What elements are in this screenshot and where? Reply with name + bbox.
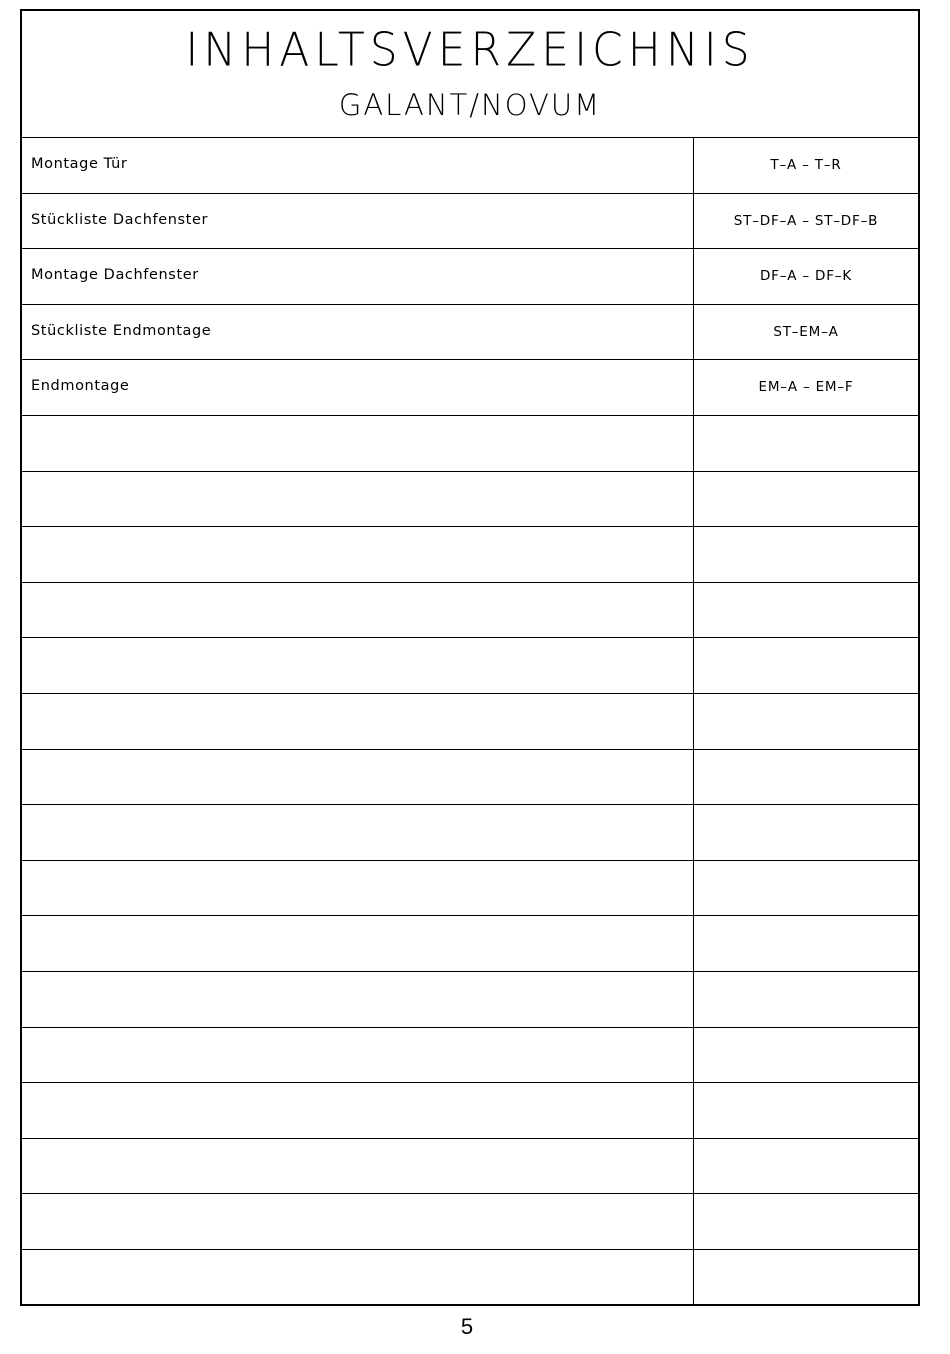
toc-row	[22, 1083, 918, 1139]
toc-entry-pages: EM–A – EM–F	[693, 360, 918, 415]
toc-entry-pages	[693, 416, 918, 471]
toc-row	[22, 360, 918, 416]
toc-row	[22, 194, 918, 250]
toc-header	[22, 11, 918, 138]
toc-entry-title	[31, 1083, 681, 1138]
toc-entry-title	[31, 416, 681, 471]
toc-entry-pages	[693, 861, 918, 916]
toc-entry-title: Montage Dachfenster	[31, 267, 199, 284]
toc-entry-pages	[693, 527, 918, 582]
toc-entry-pages: ST–EM–A	[693, 305, 918, 360]
toc-entry-pages: DF–A – DF–K	[693, 249, 918, 304]
toc-entry-pages	[693, 638, 918, 693]
page-number: 5	[460, 1314, 474, 1339]
toc-entry-title	[31, 527, 681, 582]
toc-row	[22, 527, 918, 583]
toc-entry-title	[31, 861, 681, 916]
toc-row	[22, 416, 918, 472]
page-subtitle: GALANT/NOVUM	[338, 88, 602, 122]
toc-entry-pages	[693, 1083, 918, 1138]
toc-entry-title	[31, 638, 681, 693]
toc-entry-title: Montage Tür	[31, 156, 128, 172]
toc-entry-pages	[693, 1194, 918, 1249]
toc-entry-title	[31, 916, 681, 971]
toc-entry-pages	[693, 805, 918, 860]
toc-row	[22, 694, 918, 750]
toc-entry-title	[31, 805, 681, 860]
toc-row	[22, 305, 918, 361]
toc-row	[22, 1194, 918, 1250]
toc-entry-title: Endmontage	[31, 378, 130, 395]
toc-entry-pages	[693, 472, 918, 527]
toc-entry-title: Stückliste Endmontage	[31, 322, 212, 339]
toc-entry-title	[31, 583, 681, 638]
toc-entry-pages	[693, 1028, 918, 1083]
page-title: INHALTSVERZEICHNIS	[185, 23, 755, 78]
toc-row	[22, 138, 918, 194]
toc-entry-title	[31, 1194, 681, 1249]
toc-entry-title	[31, 1028, 681, 1083]
toc-row	[22, 750, 918, 806]
toc-entry-title	[31, 1139, 681, 1194]
toc-row	[22, 583, 918, 639]
toc-entry-title	[31, 972, 681, 1027]
toc-entry-pages	[693, 1250, 918, 1306]
toc-entry-title	[31, 750, 681, 805]
toc-entry-pages	[693, 916, 918, 971]
toc-entry-pages	[693, 583, 918, 638]
toc-entry-pages	[693, 750, 918, 805]
toc-entry-title: Stückliste Dachfenster	[31, 211, 209, 228]
toc-row	[22, 1028, 918, 1084]
toc-entry-pages	[693, 694, 918, 749]
toc-entry-title	[31, 694, 681, 749]
toc-entry-pages: ST–DF–A – ST–DF–B	[693, 194, 918, 249]
toc-sheet	[20, 9, 920, 1306]
toc-table	[22, 138, 918, 1305]
toc-row	[22, 249, 918, 305]
toc-row	[22, 1139, 918, 1195]
toc-entry-title	[31, 472, 681, 527]
toc-entry-title	[31, 1250, 681, 1306]
toc-row	[22, 972, 918, 1028]
toc-row	[22, 472, 918, 528]
toc-row	[22, 861, 918, 917]
toc-entry-pages: T–A – T–R	[693, 138, 918, 193]
toc-row	[22, 916, 918, 972]
toc-row	[22, 1250, 918, 1306]
toc-row	[22, 638, 918, 694]
toc-entry-pages	[693, 972, 918, 1027]
toc-row	[22, 805, 918, 861]
toc-entry-pages	[693, 1139, 918, 1194]
